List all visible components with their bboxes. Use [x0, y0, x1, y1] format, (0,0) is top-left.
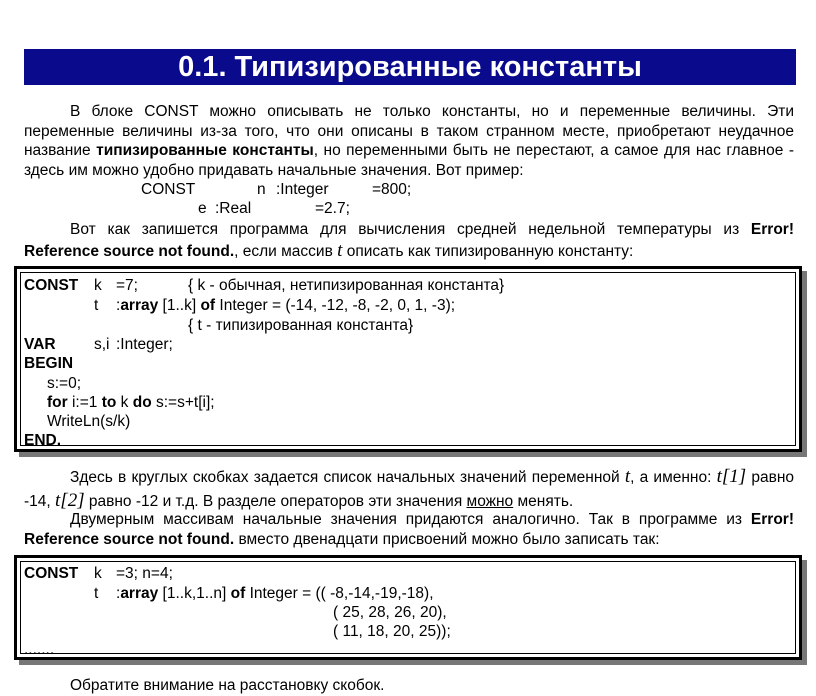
code1-colon: : [116, 297, 121, 314]
explanation-t2: t[2] [55, 490, 85, 511]
code1-do-keyword: do [132, 394, 152, 411]
code1-vars-type: :Integer; [116, 336, 173, 353]
code2-initializer-row2: ( 25, 28, 26, 20), [333, 604, 447, 621]
code2-t-name: t [94, 585, 99, 602]
code1-to-keyword: to [101, 394, 117, 411]
code1-for-a: i:=1 [67, 394, 102, 411]
code1-t-declaration [116, 296, 455, 315]
explanation-text-e: менять. [513, 493, 574, 510]
code2-initializer-row1: Integer = (( -8,-14,-19,-18), [245, 585, 434, 602]
explanation-text-a: Здесь в круглых скобках задается список начальных значений переменной [70, 469, 625, 486]
example-e-value: =2.7; [315, 200, 350, 217]
code1-for-b: k [116, 394, 133, 411]
code2-k-value: =3; n=4; [116, 565, 173, 582]
example-n-name: n [257, 181, 266, 198]
code1-for-statement [47, 393, 215, 412]
explanation-text-c: равно -14, [24, 469, 795, 510]
code1-array-keyword: array [120, 297, 159, 314]
code1-k-name: k [94, 277, 102, 294]
code1-initializer: Integer = (-14, -12, -8, -2, 0, 1, -3); [215, 297, 456, 314]
code1-end-keyword: END. [24, 432, 62, 449]
code2-ellipsis: ....... [24, 641, 55, 658]
program-intro-text-a: Вот как запишется программа для вычисления средней недельной температуры из [70, 221, 751, 238]
code1-t-comment: { t - типизированная константа} [188, 317, 414, 334]
code1-writeln-statement: WriteLn(s/k) [47, 413, 131, 430]
code2-range: [1..k,1..n] [158, 585, 231, 602]
explanation-var-t: t [624, 466, 631, 487]
code1-t-name: t [94, 297, 99, 314]
two-dim-text-b: вместо двенадцати присвоений можно было записать так: [234, 531, 660, 548]
example-const-keyword: CONST [141, 181, 196, 198]
explanation-underlined-word: можно [466, 493, 514, 510]
two-dim-text-a: Двумерным массивам начальные значения придаются аналогично. Так в программе из [70, 511, 751, 528]
code2-k-name: k [94, 565, 102, 582]
var-t: t [337, 240, 343, 261]
error-reference-1: Error! Reference source not found. [24, 221, 794, 260]
explanation-t1: t[1] [716, 466, 747, 487]
code2-of-keyword: of [230, 585, 246, 602]
intro-paragraph [24, 102, 794, 180]
example-n-value: =800; [372, 181, 412, 198]
two-dim-paragraph [24, 510, 794, 550]
code1-k-comment: { k - обычная, нетипизированная константа} [188, 277, 505, 294]
example-e-name: e [198, 200, 207, 217]
code1-for-keyword: for [47, 394, 68, 411]
code1-range: [1..k] [158, 297, 201, 314]
code1-begin-keyword: BEGIN [24, 355, 74, 372]
intro-text-b: , но переменными быть не перестают, а самое для нас главное - здесь им можно удобно придавать начальные значения. Вот пример: [24, 142, 794, 179]
example-e-type: :Real [215, 200, 252, 217]
explanation-paragraph [24, 465, 794, 513]
code2-array-keyword: array [120, 585, 159, 602]
intro-text-a: В блоке CONST можно описывать не только константы, но и переменные величины. Эти переменные величины из-за того, что они описаны в таком странном месте, приобретают неудачное название [24, 103, 794, 159]
code2-t-declaration [116, 584, 434, 603]
code2-const-keyword: CONST [24, 565, 79, 582]
error-reference-2: Error! Reference source not found. [24, 511, 794, 548]
explanation-text-b: , а именно: [630, 469, 717, 486]
code1-of-keyword: of [200, 297, 216, 314]
code1-vars: s,i [94, 336, 110, 353]
code1-for-body: s:=s+t[i]; [151, 394, 215, 411]
explanation-text-d: равно -12 и т.д. В разделе операторов эти значения [84, 493, 467, 510]
code1-const-keyword: CONST [24, 277, 79, 294]
code2-colon: : [116, 585, 121, 602]
program-intro-text-b: , если массив [234, 243, 338, 260]
example-n-type: :Integer [276, 181, 329, 198]
code1-init-statement: s:=0; [47, 375, 82, 392]
program-intro-paragraph [24, 219, 794, 262]
page-title: 0.1. Типизированные константы [24, 49, 796, 85]
code1-var-keyword: VAR [24, 336, 56, 353]
intro-term: типизированные константы [96, 142, 314, 159]
code2-initializer-row3: ( 11, 18, 20, 25)); [333, 623, 451, 640]
code1-k-value: =7; [116, 277, 138, 294]
footer-paragraph: Обратите внимание на расстановку скобок. [70, 677, 385, 694]
program-intro-text-c: описать как типизированную константу: [342, 243, 634, 260]
